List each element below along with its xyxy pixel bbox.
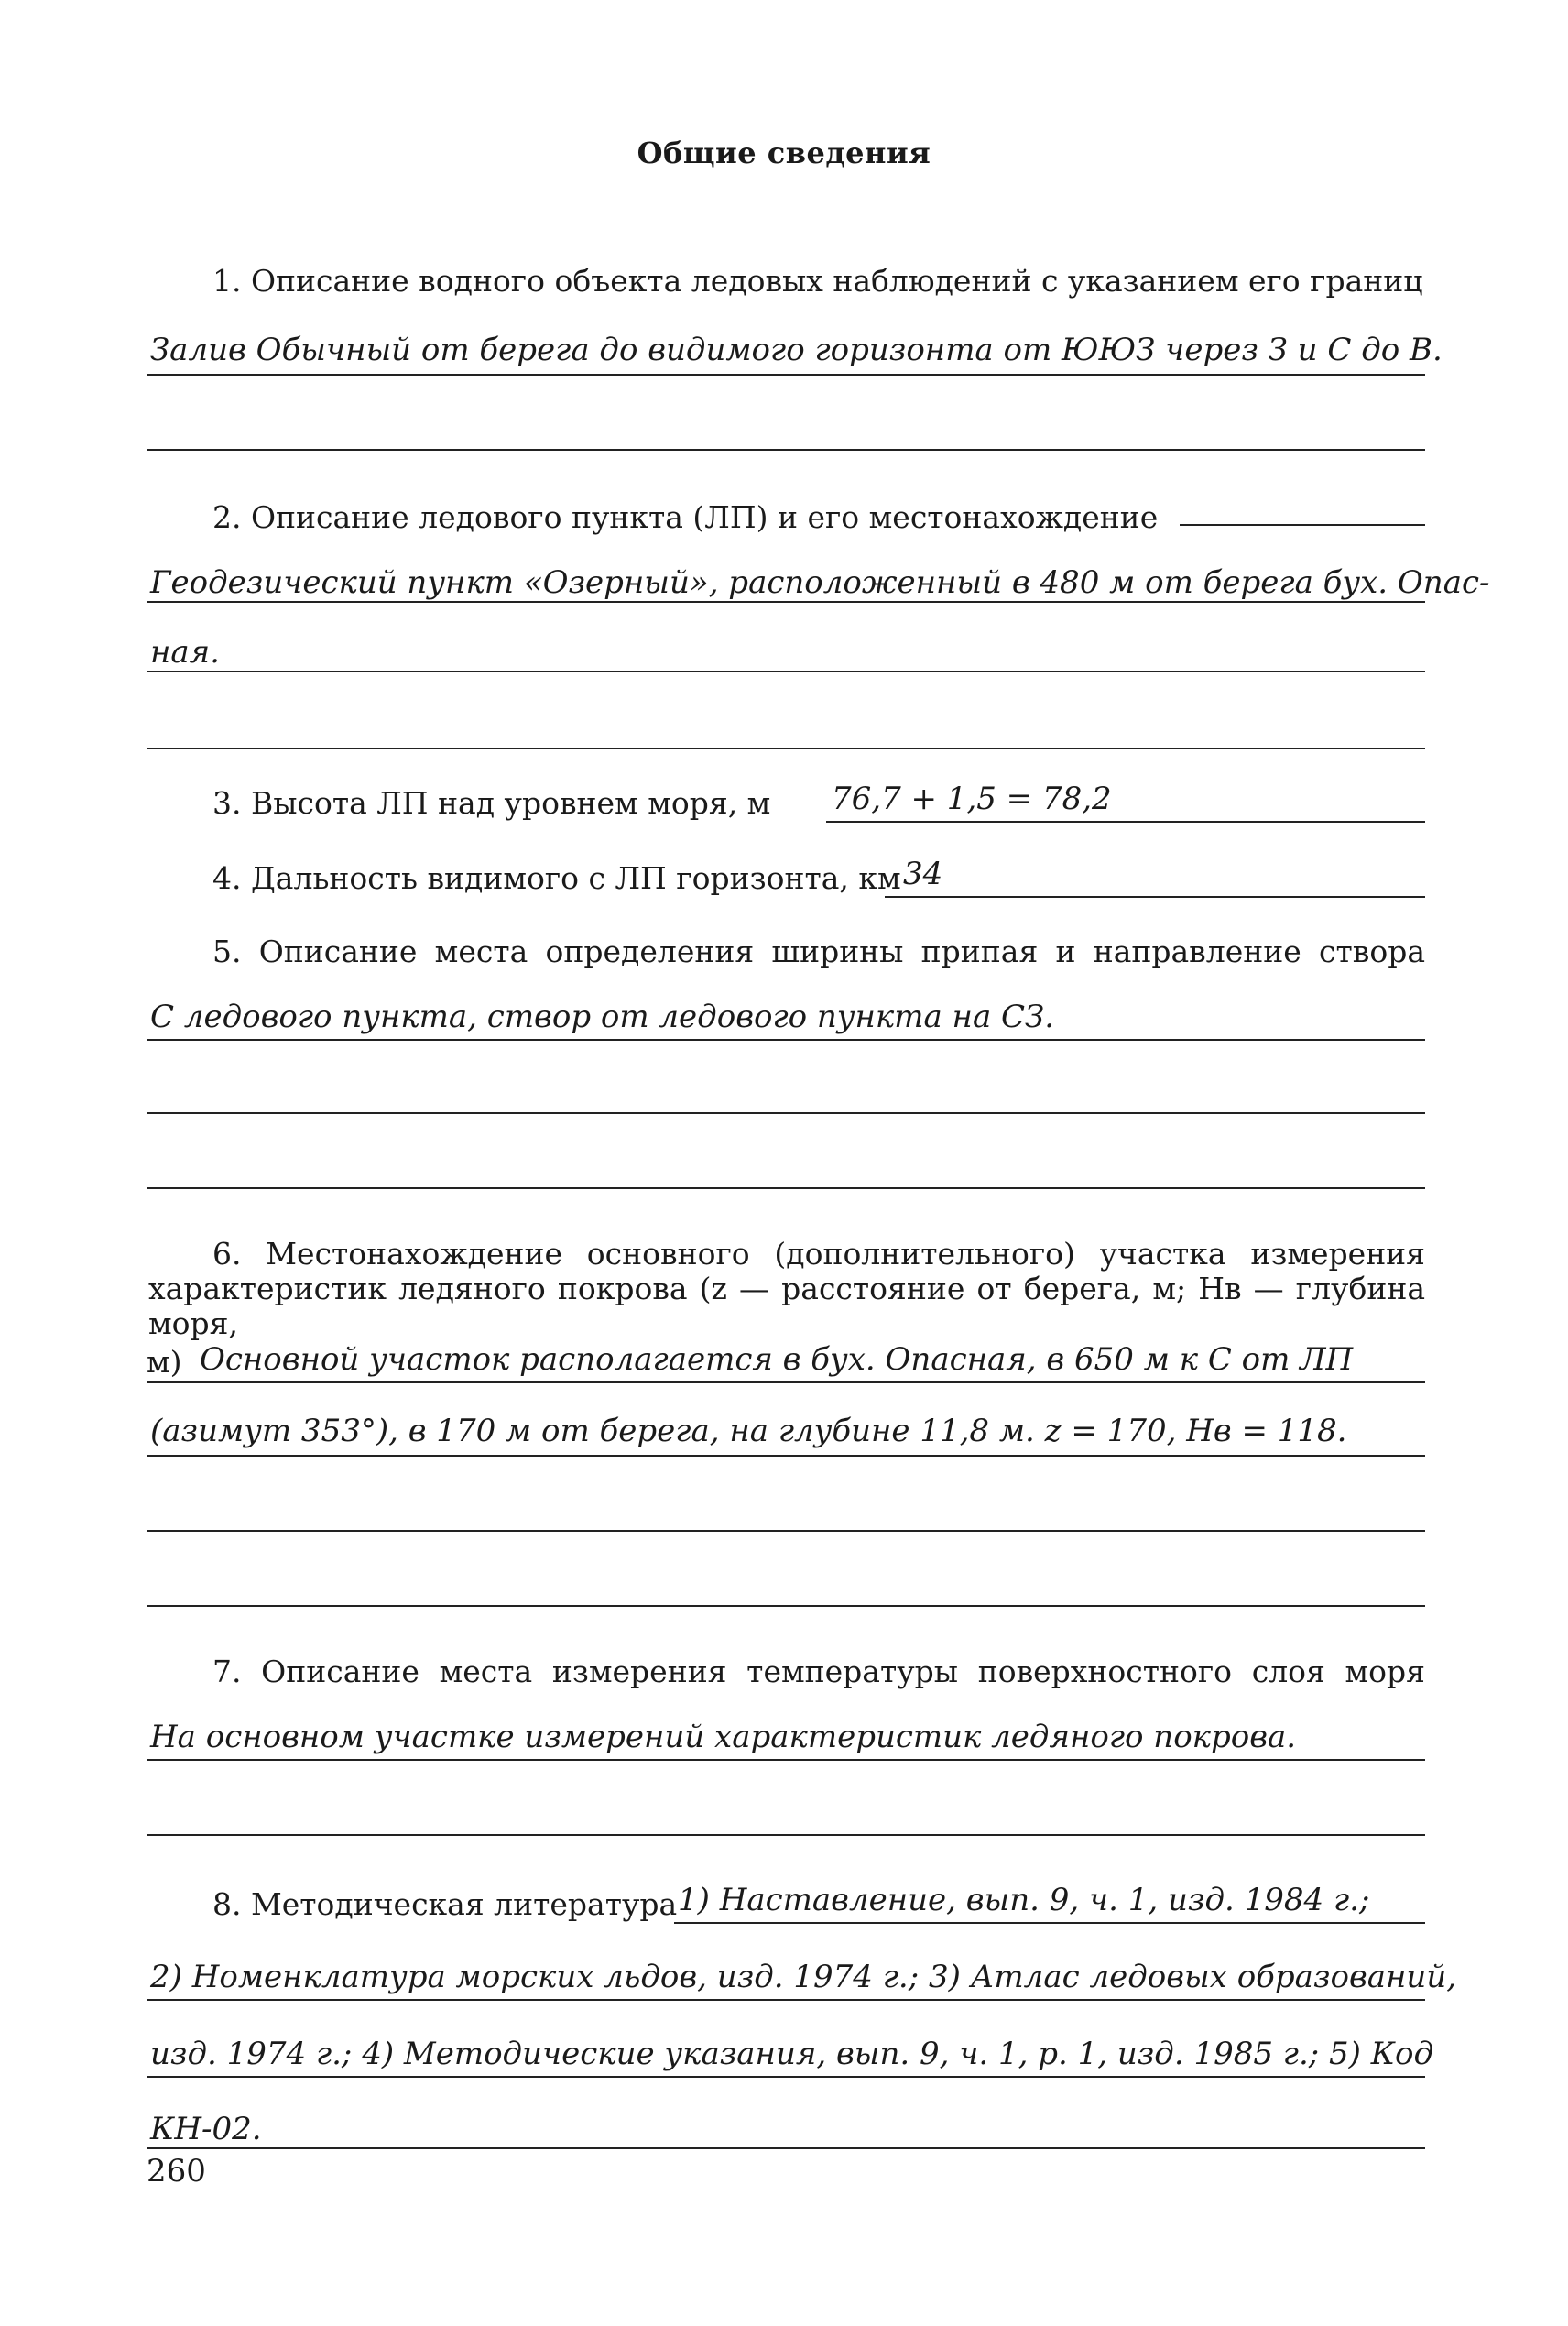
section-6-answer-line-2: (азимут 353°), в 170 м от берега, на глубине 11,8 м. z = 170, Hв = 118.	[150, 1413, 1347, 1449]
section-8-label: 8. Методическая литература	[212, 1886, 678, 1922]
answer-rule	[147, 1759, 1425, 1761]
label-rule	[1180, 524, 1425, 526]
answer-rule	[147, 1455, 1425, 1457]
answer-rule	[147, 2147, 1425, 2149]
blank-rule	[147, 1187, 1425, 1189]
answer-rule	[674, 1922, 1425, 1924]
section-3-label: 3. Высота ЛП над уровнем моря, м	[212, 785, 771, 821]
answer-rule	[147, 1039, 1425, 1041]
section-4-answer: 34	[903, 856, 943, 892]
section-6-label: 6. Местонахождение основного (дополнительного) участка измерения характеристик ледяного покрова (z — расстояние от берега, м; Hв — глубина моря,	[148, 1236, 1425, 1341]
answer-rule	[147, 374, 1425, 376]
answer-rule	[147, 1999, 1425, 2001]
section-8-answer-line-1: 1) Наставление, вып. 9, ч. 1, изд. 1984 г.;	[678, 1882, 1370, 1918]
answer-rule	[147, 1381, 1425, 1383]
section-8-answer-line-3: изд. 1974 г.; 4) Методические указания, вып. 9, ч. 1, р. 1, изд. 1985 г.; 5) Код	[150, 2036, 1434, 2072]
section-4-label: 4. Дальность видимого с ЛП горизонта, км	[212, 860, 901, 896]
page-number: 260	[147, 2153, 206, 2189]
answer-rule	[147, 2076, 1425, 2078]
blank-rule	[147, 449, 1425, 451]
section-2-label: 2. Описание ледового пункта (ЛП) и его местонахождение	[212, 499, 1159, 535]
blank-rule	[147, 1834, 1425, 1836]
blank-rule	[147, 1605, 1425, 1607]
section-7-label: 7. Описание места измерения температуры поверхностного слоя моря	[212, 1654, 1425, 1689]
section-6-label-end: м)	[147, 1344, 182, 1380]
blank-rule	[147, 1530, 1425, 1532]
section-5-answer-line-1: С ледового пункта, створ от ледового пункта на СЗ.	[150, 999, 1055, 1035]
blank-rule	[147, 1112, 1425, 1114]
section-7-answer-line-1: На основном участке измерений характеристик ледяного покрова.	[150, 1719, 1297, 1755]
answer-rule	[885, 896, 1425, 898]
section-8-answer-line-2: 2) Номенклатура морских льдов, изд. 1974 г.; 3) Атлас ледовых образований,	[150, 1959, 1457, 1995]
section-3-answer: 76,7 + 1,5 = 78,2	[832, 781, 1112, 817]
section-2-answer-line-1: Геодезический пункт «Озерный», расположенный в 480 м от берега бух. Опас-	[150, 564, 1490, 601]
answer-rule	[147, 601, 1425, 603]
page-title: Общие сведения	[637, 136, 931, 170]
section-1-label: 1. Описание водного объекта ледовых наблюдений с указанием его границ	[212, 263, 1423, 299]
section-6-answer-line-1: Основной участок располагается в бух. Опасная, в 650 м к С от ЛП	[200, 1341, 1354, 1378]
section-5-label: 5. Описание места определения ширины припая и направление створа	[212, 934, 1425, 969]
section-2-answer-line-2: ная.	[150, 634, 220, 671]
answer-rule	[826, 821, 1425, 823]
section-8-answer-line-4: КН-02.	[150, 2111, 262, 2147]
section-1-answer-line-1: Залив Обычный от берега до видимого горизонта от ЮЮЗ через З и С до В.	[150, 332, 1443, 368]
answer-rule	[147, 671, 1425, 672]
blank-rule	[147, 748, 1425, 749]
